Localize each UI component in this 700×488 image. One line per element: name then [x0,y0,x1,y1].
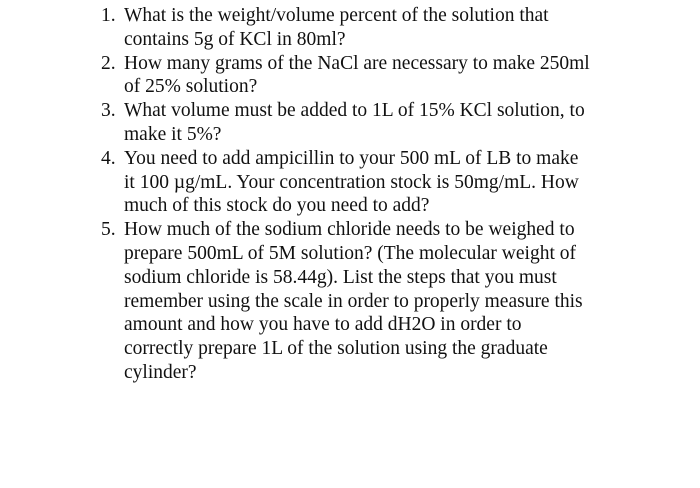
question-number: 3. [101,100,116,122]
question-item-1 [0,4,624,52]
question-text-line: much of this stock do you need to add? [124,195,430,217]
question-text-line: it 100 µg/mL. Your concentration stock is 50mg/mL. How [124,171,579,193]
question-text-line: cylinder? [124,361,197,383]
question-number: 4. [101,147,116,169]
question-text-line: amount and how you have to add dH2O in order to [124,314,522,336]
question-text-line: of 25% solution? [124,76,258,98]
question-text-line: What is the weight/volume percent of the solution that [124,5,549,26]
question-text-line: How much of the sodium chloride needs to be weighed to [124,219,575,241]
question-number: 5. [101,219,116,241]
question-text-line: remember using the scale in order to properly measure this [124,290,583,312]
question-text-line: You need to add ampicillin to your 500 mL of LB to make [124,147,579,169]
question-text-line: make it 5%? [124,123,222,145]
question-item-5 [0,218,624,385]
question-number: 2. [101,52,116,74]
question-item-3 [0,99,624,147]
question-item-2 [0,52,624,100]
question-text-line: sodium chloride is 58.44g). List the steps that you must [124,266,557,288]
question-text-line: correctly prepare 1L of the solution using the graduate [124,338,548,360]
question-text-line: How many grams of the NaCl are necessary to make 250ml [124,52,590,74]
question-text-line: prepare 500mL of 5M solution? (The molecular weight of [124,242,576,264]
question-item-4 [0,147,624,218]
question-text-line: What volume must be added to 1L of 15% KCl solution, to [124,100,585,122]
question-text-line: contains 5g of KCl in 80ml? [124,28,346,50]
question-number: 1. [101,5,116,26]
question-list [0,4,624,385]
